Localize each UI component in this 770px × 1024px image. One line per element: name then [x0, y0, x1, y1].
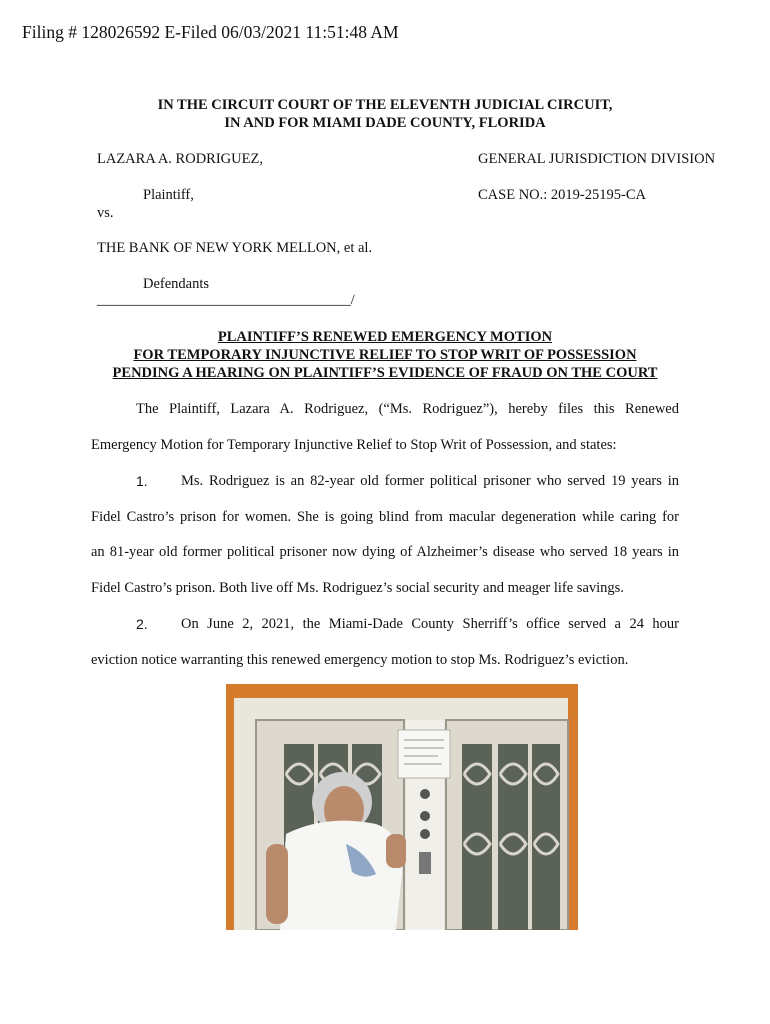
plaintiff-role: Plaintiff,	[143, 187, 194, 203]
motion-title-line2: FOR TEMPORARY INJUNCTIVE RELIEF TO STOP WRIT OF POSSESSION	[133, 347, 637, 363]
intro-line: The Plaintiff, Lazara A. Rodriguez, (“Ms. Rodriguez”), hereby files this Renewed	[136, 401, 679, 417]
paragraph-line: Fidel Castro’s prison. Both live off Ms. Rodriguez’s social security and meager life savings.	[91, 580, 624, 596]
paragraph-number: 1.	[136, 473, 148, 489]
filing-header: Filing # 128026592 E-Filed 06/03/2021 11:51:48 AM	[22, 22, 399, 42]
paragraph-line: eviction notice warranting this renewed emergency motion to stop Ms. Rodriguez’s eviction.	[91, 652, 629, 668]
paragraph-line: an 81-year old former political prisoner now dying of Alzheimer’s disease who served 18 years in	[91, 544, 679, 560]
paragraph-line: Fidel Castro’s prison for women. She is going blind from macular degeneration while caring for	[91, 509, 679, 525]
case-number: CASE NO.: 2019-25195-CA	[478, 187, 646, 203]
signature-rule: ___________________________________/	[97, 292, 355, 308]
intro-line: Emergency Motion for Temporary Injunctive Relief to Stop Writ of Possession, and states:	[91, 437, 617, 453]
defendant-name: THE BANK OF NEW YORK MELLON, et al.	[97, 240, 373, 256]
division: GENERAL JURISDICTION DIVISION	[478, 151, 716, 167]
paragraph-line: Ms. Rodriguez is an 82-year old former political prisoner who served 19 years in	[181, 473, 679, 489]
motion-title-line1: PLAINTIFF’S RENEWED EMERGENCY MOTION	[217, 329, 553, 345]
court-name-line2: IN AND FOR MIAMI DADE COUNTY, FLORIDA	[224, 115, 546, 131]
paragraph-line: On June 2, 2021, the Miami-Dade County Sherriff’s office served a 24 hour	[181, 616, 679, 632]
plaintiff-name: LAZARA A. RODRIGUEZ,	[97, 151, 263, 167]
defendant-role: Defendants	[143, 276, 210, 292]
photo-woman-at-door	[226, 684, 578, 930]
motion-title-line3: PENDING A HEARING ON PLAINTIFF’S EVIDENCE OF FRAUD ON THE COURT	[112, 365, 658, 381]
paragraph-number: 2.	[136, 616, 148, 632]
court-name-line1: IN THE CIRCUIT COURT OF THE ELEVENTH JUDICIAL CIRCUIT,	[157, 97, 613, 113]
versus: vs.	[97, 205, 114, 221]
